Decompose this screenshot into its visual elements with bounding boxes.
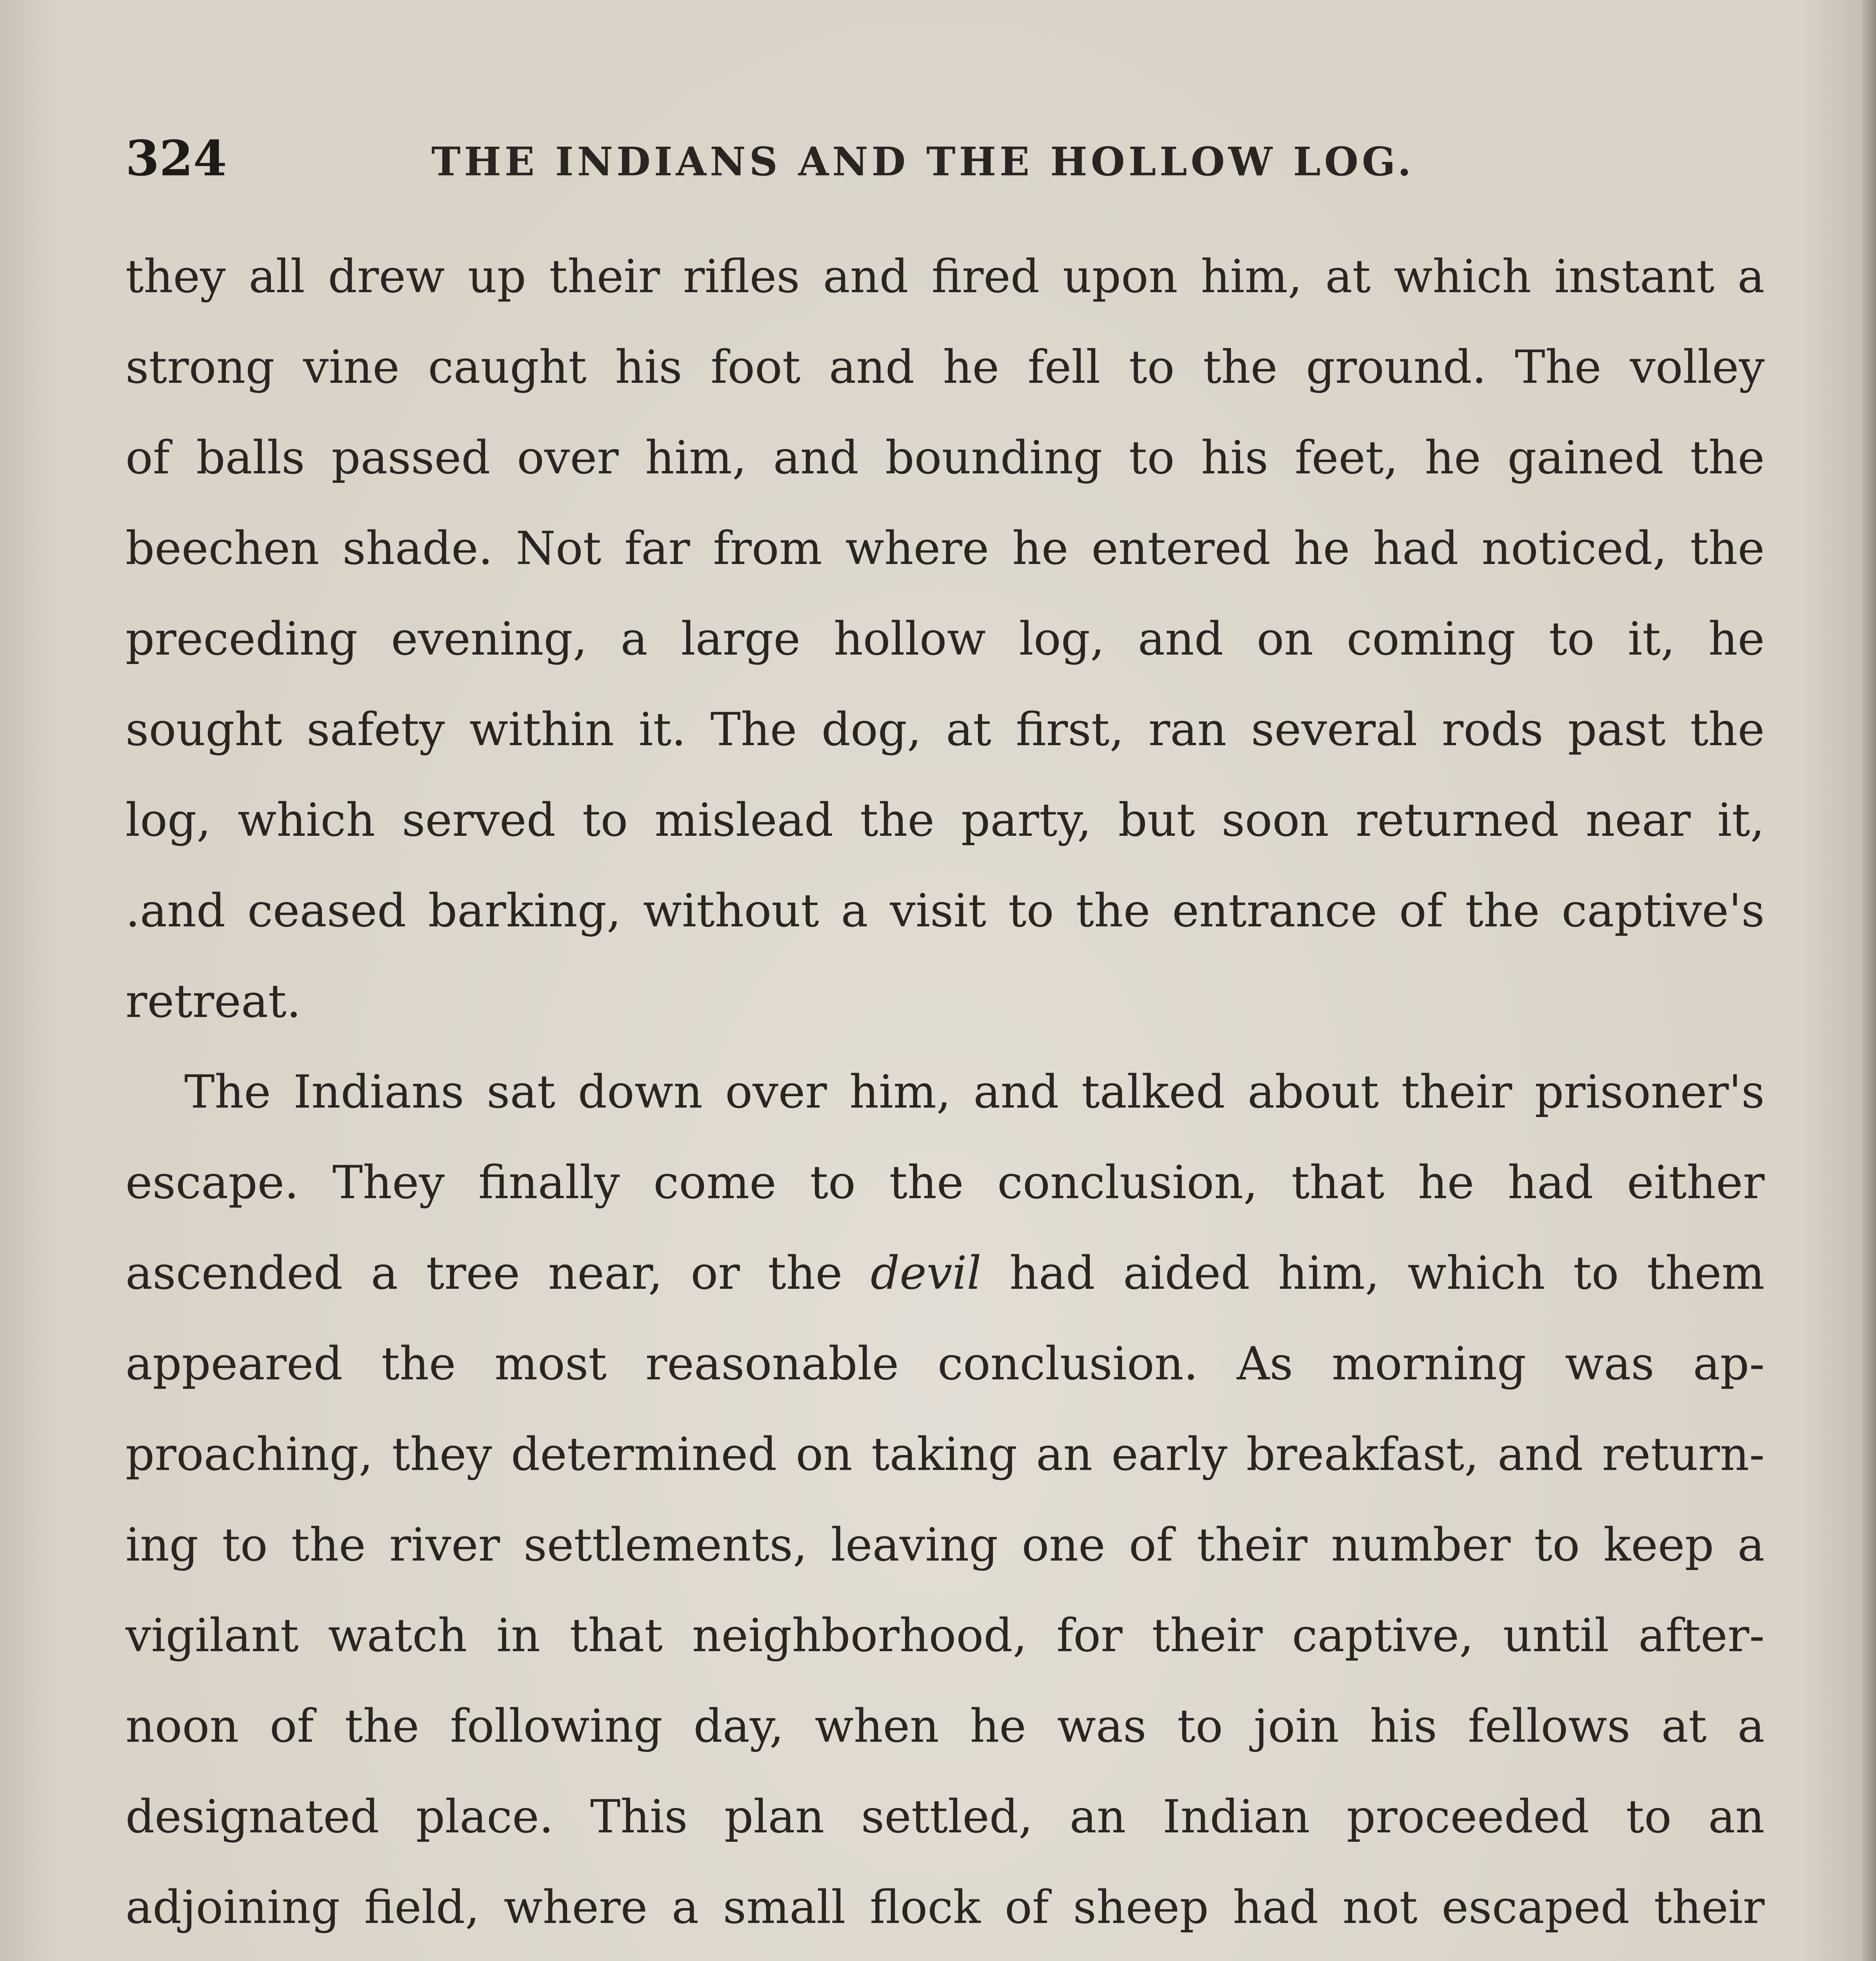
text-line: noon of the following day, when he was to join his fellows at a — [125, 1700, 1765, 1753]
text-line: sought safety within it. The dog, at first, ran several rods past the — [125, 703, 1765, 756]
page-number: 324 — [125, 130, 227, 187]
text-line: they all drew up their rifles and fired upon him, at which instant a — [125, 250, 1765, 303]
body-text — [125, 231, 1765, 1961]
paragraph-start-line: The Indians sat down over him, and talked about their prisoner's — [184, 1066, 1765, 1119]
text-line: designated place. This plan settled, an Indian proceeded to an — [125, 1790, 1765, 1843]
paragraph-end-line: retreat. — [125, 975, 301, 1028]
text-line: ing to the river settlements, leaving one of their number to keep a — [125, 1519, 1765, 1572]
page-header — [125, 129, 1765, 200]
text-line: beechen shade. Not far from where he entered he had noticed, the — [125, 522, 1765, 575]
text-line: appeared the most reasonable conclusion. As morning was ap- — [125, 1337, 1765, 1390]
text-line — [125, 1953, 1765, 1961]
running-head: THE INDIANS AND THE HOLLOW LOG. — [431, 138, 1415, 185]
text-line: log, which served to mislead the party, but soon returned near it, — [125, 794, 1765, 847]
text-line: proaching, they determined on taking an early breakfast, and return- — [125, 1428, 1765, 1481]
text-run: had aided him, which to them — [981, 1247, 1765, 1300]
text-line: of balls passed over him, and bounding to his feet, he gained the — [125, 431, 1765, 484]
text-line: .and ceased barking, without a visit to the entrance of the captive's — [125, 884, 1765, 937]
text-run: ascended a tree near, or the — [125, 1247, 871, 1300]
text-line: escape. They finally come to the conclusion, that he had either — [125, 1156, 1765, 1209]
text-line: vigilant watch in that neighborhood, for their captive, until after- — [125, 1609, 1765, 1662]
text-line — [125, 1228, 1765, 1319]
text-line: strong vine caught his foot and he fell to the ground. The volley — [125, 341, 1765, 394]
page-edge-shadow — [1860, 0, 1876, 1961]
italic-word: devil — [871, 1247, 982, 1300]
text-line: adjoining field, where a small flock of sheep had not escaped their — [125, 1881, 1765, 1934]
text-line: preceding evening, a large hollow log, and on coming to it, he — [125, 613, 1765, 666]
